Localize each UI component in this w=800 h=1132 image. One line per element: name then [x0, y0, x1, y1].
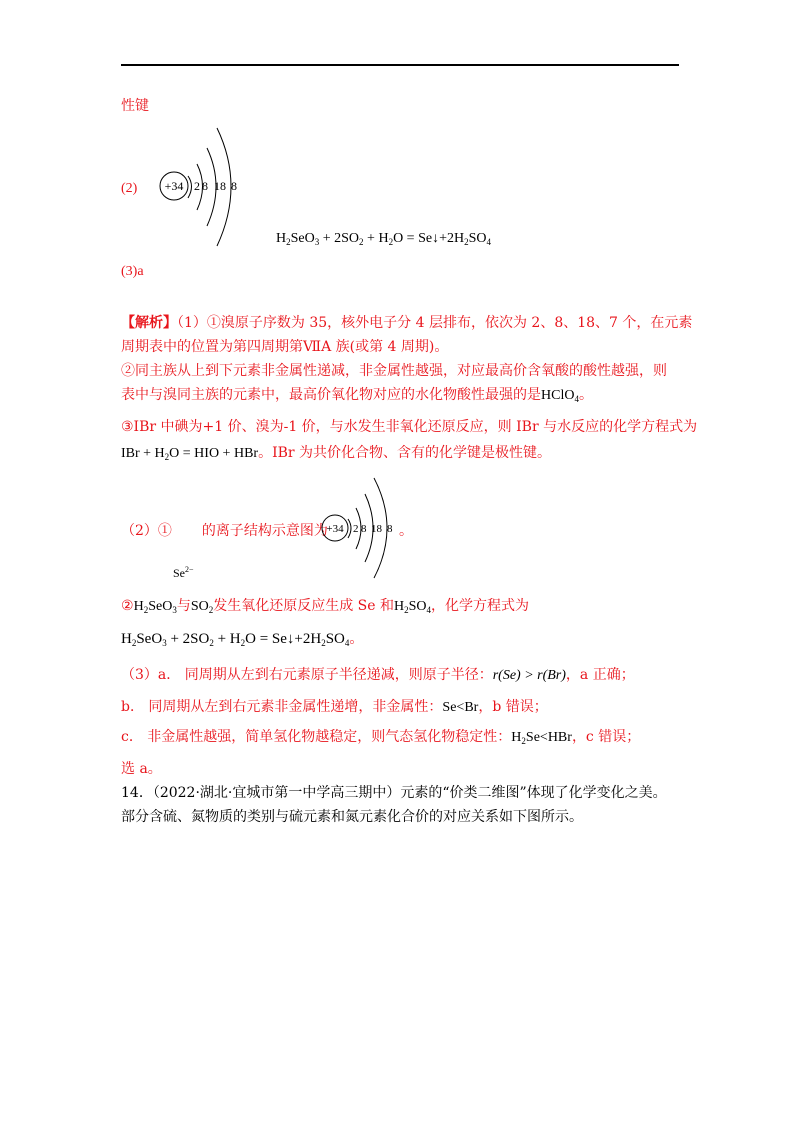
ion-structure-diagram-2 — [316, 472, 411, 586]
formula-hclo4: HClO$_4$ — [541, 388, 579, 404]
analysis-p1-line1: 【解析】（1）①溴原子序数为 35，核外电子分 4 层排布，依次为 2、8、18、7 个，在元素 — [121, 315, 693, 331]
analysis-p7: b． 同周期从左到右元素非金属性递增，非金属性：Se<Br，b 错误； — [121, 699, 548, 715]
answer-label-3: (3)a — [121, 264, 144, 279]
equation-ibr-water: IBr + $H_2O$ = HIO + HBr — [121, 446, 259, 462]
shell2-3: 18 — [371, 523, 382, 535]
analysis-p9: 选 a。 — [121, 761, 162, 777]
header-rule — [121, 64, 679, 66]
analysis-p2-line1: ②同主族从上到下元素非金属性递减，非金属性越强，对应最高价含氧酸的酸性越强，则 — [121, 363, 667, 379]
formula-so2: $SO_2$ — [190, 599, 214, 615]
shell-4: 8 — [231, 179, 237, 193]
shell2-2: 8 — [361, 523, 367, 535]
shell2-1: 2 — [353, 523, 359, 535]
analysis-p4: （2）① 的离子结构示意图为 — [121, 523, 328, 539]
se-ion-label: $Se^{2-}$ — [173, 565, 194, 580]
analysis-p1-line2: 周期表中的位置为第四周期第ⅦA 族(或第 4 周期)。 — [121, 339, 449, 355]
nucleus-label: +34 — [164, 179, 184, 193]
analysis-p5-equation: $H_2SeO_3 + 2SO_2 + H_2O$ = $Se↓+2H_2SO_4$。 — [121, 631, 364, 648]
analysis-tag: 【解析】 — [121, 315, 177, 331]
shell-1: 2 — [194, 179, 200, 193]
analysis-p2-line2: 表中与溴同主族的元素中，最高价氧化物对应的水化物酸性最强的是HClO$_4$。 — [121, 387, 593, 404]
nucleus-label-2: +34 — [326, 523, 344, 535]
analysis-p8: c． 非金属性越强，简单氢化物越稳定，则气态氢化物稳定性：$H_2Se<HBr$，c 错误； — [121, 729, 641, 746]
shell2-4: 8 — [387, 523, 393, 535]
ion-structure-diagram-1 — [155, 120, 255, 254]
question-14-line1: 14．（2022·湖北·宜城市第一中学高三期中）元素的“价类二维图”体现了化学变化之美。 — [121, 785, 667, 801]
analysis-p5-line1: $②H_2SeO_3$与$SO_2$发生氧化还原反应生成 Se 和$H_2SO_4$，化学方程式为 — [121, 598, 530, 615]
shell-2: 8 — [202, 179, 208, 193]
formula-se-br: Se<Br — [442, 700, 479, 715]
analysis-p6: （3）a． 同周期从左到右元素原子半径递减，则原子半径：r(Se) > r(Br)，a 正确； — [121, 667, 635, 683]
formula-h2seo3: $H_2SeO_3$ — [133, 599, 177, 615]
answer-equation: $H_2SeO_3 + 2SO_2 + H_2O$ = $Se↓+2H_2SO_4$ — [276, 231, 491, 247]
shell-3: 18 — [214, 179, 226, 193]
answer-line-1: 性键 — [121, 98, 149, 114]
question-14-line2: 部分含硫、氮物质的类别与硫元素和氮元素化合价的对应关系如下图所示。 — [121, 809, 583, 825]
formula-h2so4: $H_2SO_4$ — [394, 599, 432, 615]
analysis-p4-end: 。 — [399, 523, 413, 539]
formula-radius: r(Se) > r(Br) — [492, 668, 566, 683]
analysis-p3-line2: IBr + $H_2O$ = HIO + HBr。IBr 为共价化合物、含有的化学键是极性键。 — [121, 445, 552, 462]
formula-h2se-hbr: $H_2Se<HBr$ — [511, 730, 572, 746]
answer-label-2: (2) — [121, 181, 138, 196]
analysis-p3-line1: ③IBr 中碘为+1 价、溴为-1 价，与水发生非氧化还原反应，则 IBr 与水反应的化学方程式为 — [121, 419, 698, 435]
